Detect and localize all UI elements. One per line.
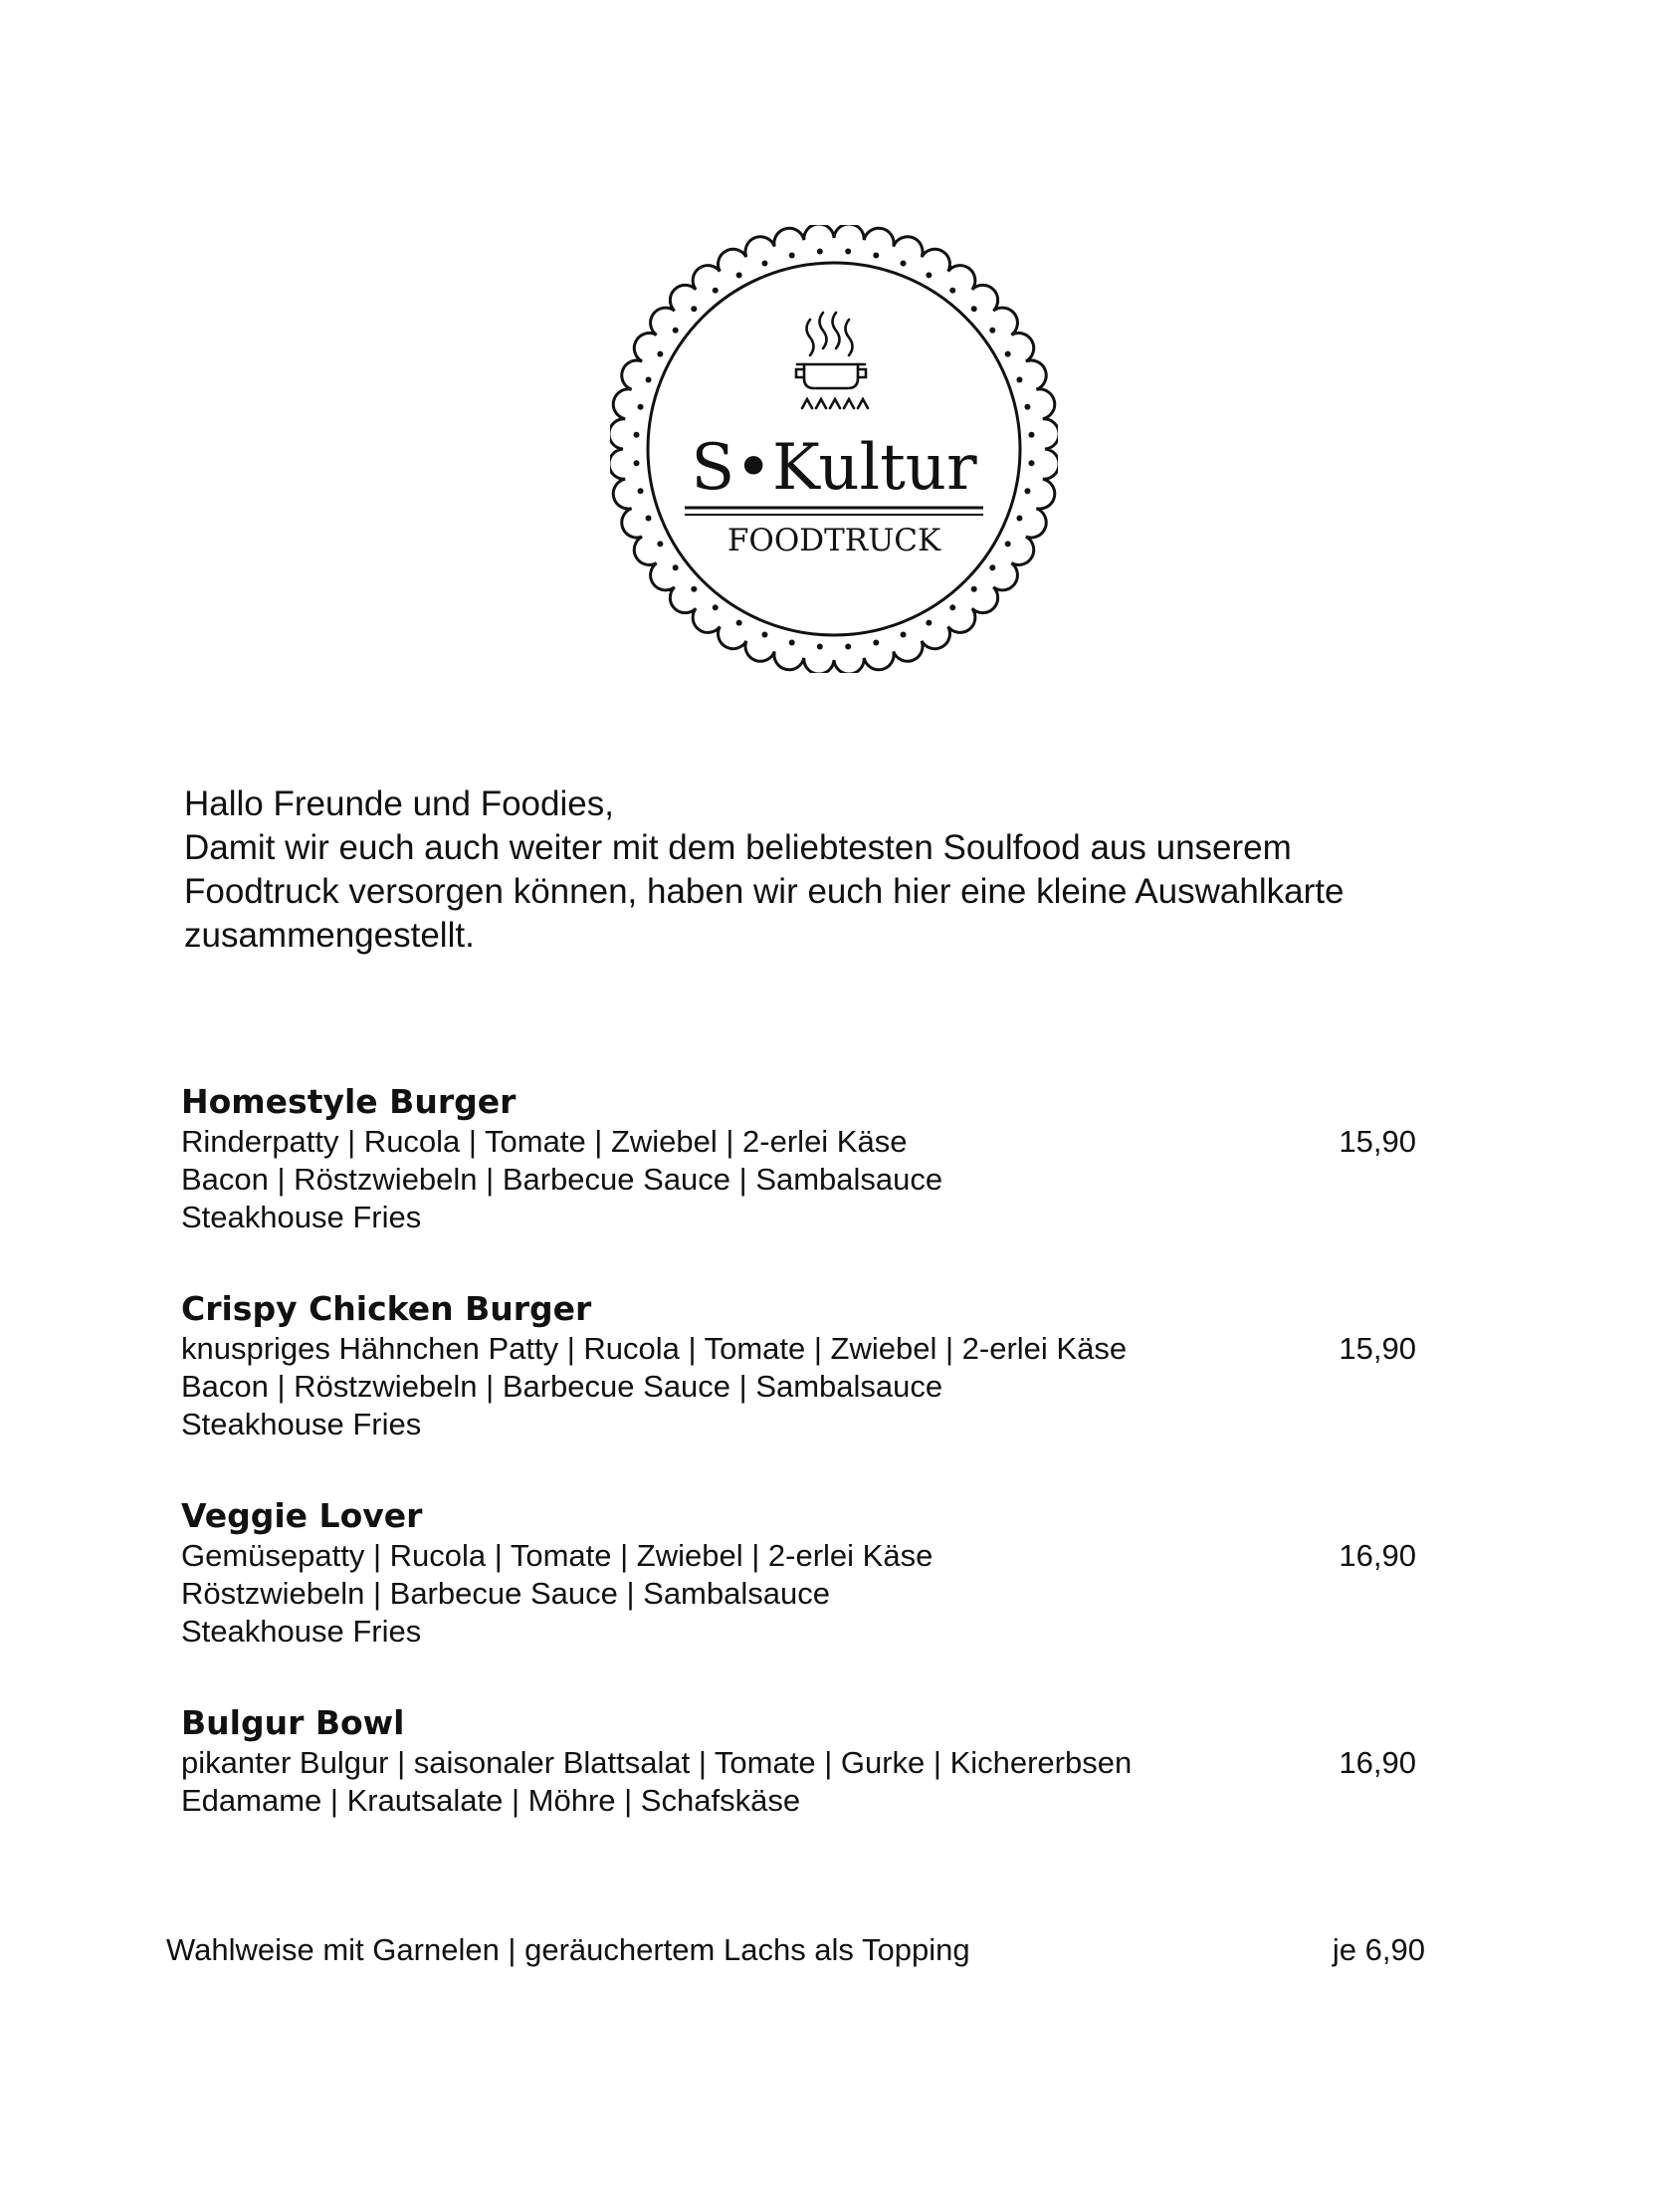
logo-dot xyxy=(657,351,663,357)
logo-dot xyxy=(1016,516,1022,522)
menu-item-line: Röstzwiebeln | Barbecue Sauce | Sambalsauce xyxy=(181,1576,830,1611)
logo-dot xyxy=(989,564,995,570)
logo-dot xyxy=(901,631,907,637)
logo-dot xyxy=(646,376,652,382)
menu-list xyxy=(181,1081,1425,1872)
menu-item-line: Bacon | Röstzwiebeln | Barbecue Sauce | Sambalsauce xyxy=(181,1369,943,1404)
menu-item-line: Edamame | Krautsalate | Möhre | Schafskäse xyxy=(181,1783,801,1818)
logo-dot xyxy=(657,541,663,547)
menu-item-description xyxy=(181,1537,1425,1651)
menu-item-description xyxy=(181,1123,1425,1236)
logo-dot xyxy=(646,516,652,522)
logo-dot xyxy=(1005,351,1011,357)
menu-item-line: Steakhouse Fries xyxy=(181,1614,422,1649)
logo-dot xyxy=(989,328,995,333)
logo-dot xyxy=(873,253,879,259)
logo-dot xyxy=(1028,460,1034,466)
logo-dot xyxy=(845,643,851,649)
logo-dot xyxy=(845,249,851,255)
logo-dot xyxy=(673,564,679,570)
menu-item-name: Crispy Chicken Burger xyxy=(181,1289,592,1328)
logo-dot xyxy=(736,272,742,278)
logo-dot xyxy=(736,620,742,626)
logo-dot xyxy=(873,639,879,645)
intro-line: Damit wir euch auch weiter mit dem beliebtesten Soulfood aus unserem xyxy=(184,828,1292,867)
logo-dot xyxy=(761,631,767,637)
menu-item-price: 16,90 xyxy=(1339,1538,1416,1573)
logo-dot xyxy=(901,261,907,267)
topping-text: Wahlweise mit Garnelen | geräuchertem Lachs als Topping xyxy=(166,1932,970,1967)
logo-dot xyxy=(926,620,932,626)
logo-dot xyxy=(949,288,955,294)
logo-emblem xyxy=(610,225,1058,673)
topping-price: je 6,90 xyxy=(1332,1932,1425,1967)
menu-item-price: 15,90 xyxy=(1339,1124,1416,1159)
logo-dot xyxy=(673,328,679,333)
logo-dot xyxy=(638,488,644,494)
logo-dot xyxy=(691,306,697,312)
logo-dot xyxy=(691,586,697,592)
menu-item-description xyxy=(181,1744,1425,1820)
menu-item-bulgur-bowl xyxy=(181,1702,1425,1820)
logo-dot xyxy=(1028,432,1034,438)
menu-item-line: Rinderpatty | Rucola | Tomate | Zwiebel | 2-erlei Käse xyxy=(181,1124,908,1159)
logo-dot xyxy=(971,586,977,592)
menu-item-line: knuspriges Hähnchen Patty | Rucola | Tomate | Zwiebel | 2-erlei Käse xyxy=(181,1331,1128,1366)
logo-dot xyxy=(761,261,767,267)
logo-dot xyxy=(1024,404,1030,410)
menu-item-veggie-lover xyxy=(181,1495,1425,1651)
logo-dot xyxy=(713,288,719,294)
menu-item-line: Gemüsepatty | Rucola | Tomate | Zwiebel | 2-erlei Käse xyxy=(181,1538,934,1573)
logo-dot xyxy=(949,604,955,610)
menu-item-name: Homestyle Burger xyxy=(181,1082,517,1121)
logo-dot xyxy=(1024,488,1030,494)
menu-item-name: Veggie Lover xyxy=(181,1496,423,1535)
menu-item-homestyle-burger xyxy=(181,1081,1425,1236)
logo-brand-name: S•Kultur xyxy=(691,431,977,505)
menu-item-price: 16,90 xyxy=(1339,1745,1416,1780)
menu-item-line: Bacon | Röstzwiebeln | Barbecue Sauce | Sambalsauce xyxy=(181,1162,943,1197)
menu-item-crispy-chicken-burger xyxy=(181,1288,1425,1443)
intro-line: zusammengestellt. xyxy=(184,916,475,955)
topping-note xyxy=(166,1931,1425,1969)
logo-dot xyxy=(1016,376,1022,382)
logo-dot xyxy=(789,253,795,259)
logo-dot xyxy=(817,643,823,649)
logo xyxy=(610,225,1058,673)
intro-line: Hallo Freunde und Foodies, xyxy=(184,784,614,823)
logo-dot xyxy=(638,404,644,410)
logo-dot xyxy=(713,604,719,610)
menu-item-line: pikanter Bulgur | saisonaler Blattsalat | Tomate | Gurke | Kichererbsen xyxy=(181,1745,1133,1780)
logo-dot xyxy=(1005,541,1011,547)
steaming-pot-icon xyxy=(796,313,868,408)
logo-subtitle: FOODTRUCK xyxy=(726,523,941,558)
menu-item-line: Steakhouse Fries xyxy=(181,1200,422,1234)
logo-dot xyxy=(971,306,977,312)
logo-dot xyxy=(634,432,640,438)
menu-item-description xyxy=(181,1330,1425,1443)
intro-text xyxy=(184,782,1498,958)
menu-item-line: Steakhouse Fries xyxy=(181,1407,422,1441)
menu-item-price: 15,90 xyxy=(1339,1331,1416,1366)
intro-line: Foodtruck versorgen können, haben wir euch hier eine kleine Auswahlkarte xyxy=(184,872,1345,911)
menu-item-name: Bulgur Bowl xyxy=(181,1703,405,1742)
logo-dot xyxy=(926,272,932,278)
logo-dot xyxy=(817,249,823,255)
logo-dot xyxy=(634,460,640,466)
logo-dot xyxy=(789,639,795,645)
